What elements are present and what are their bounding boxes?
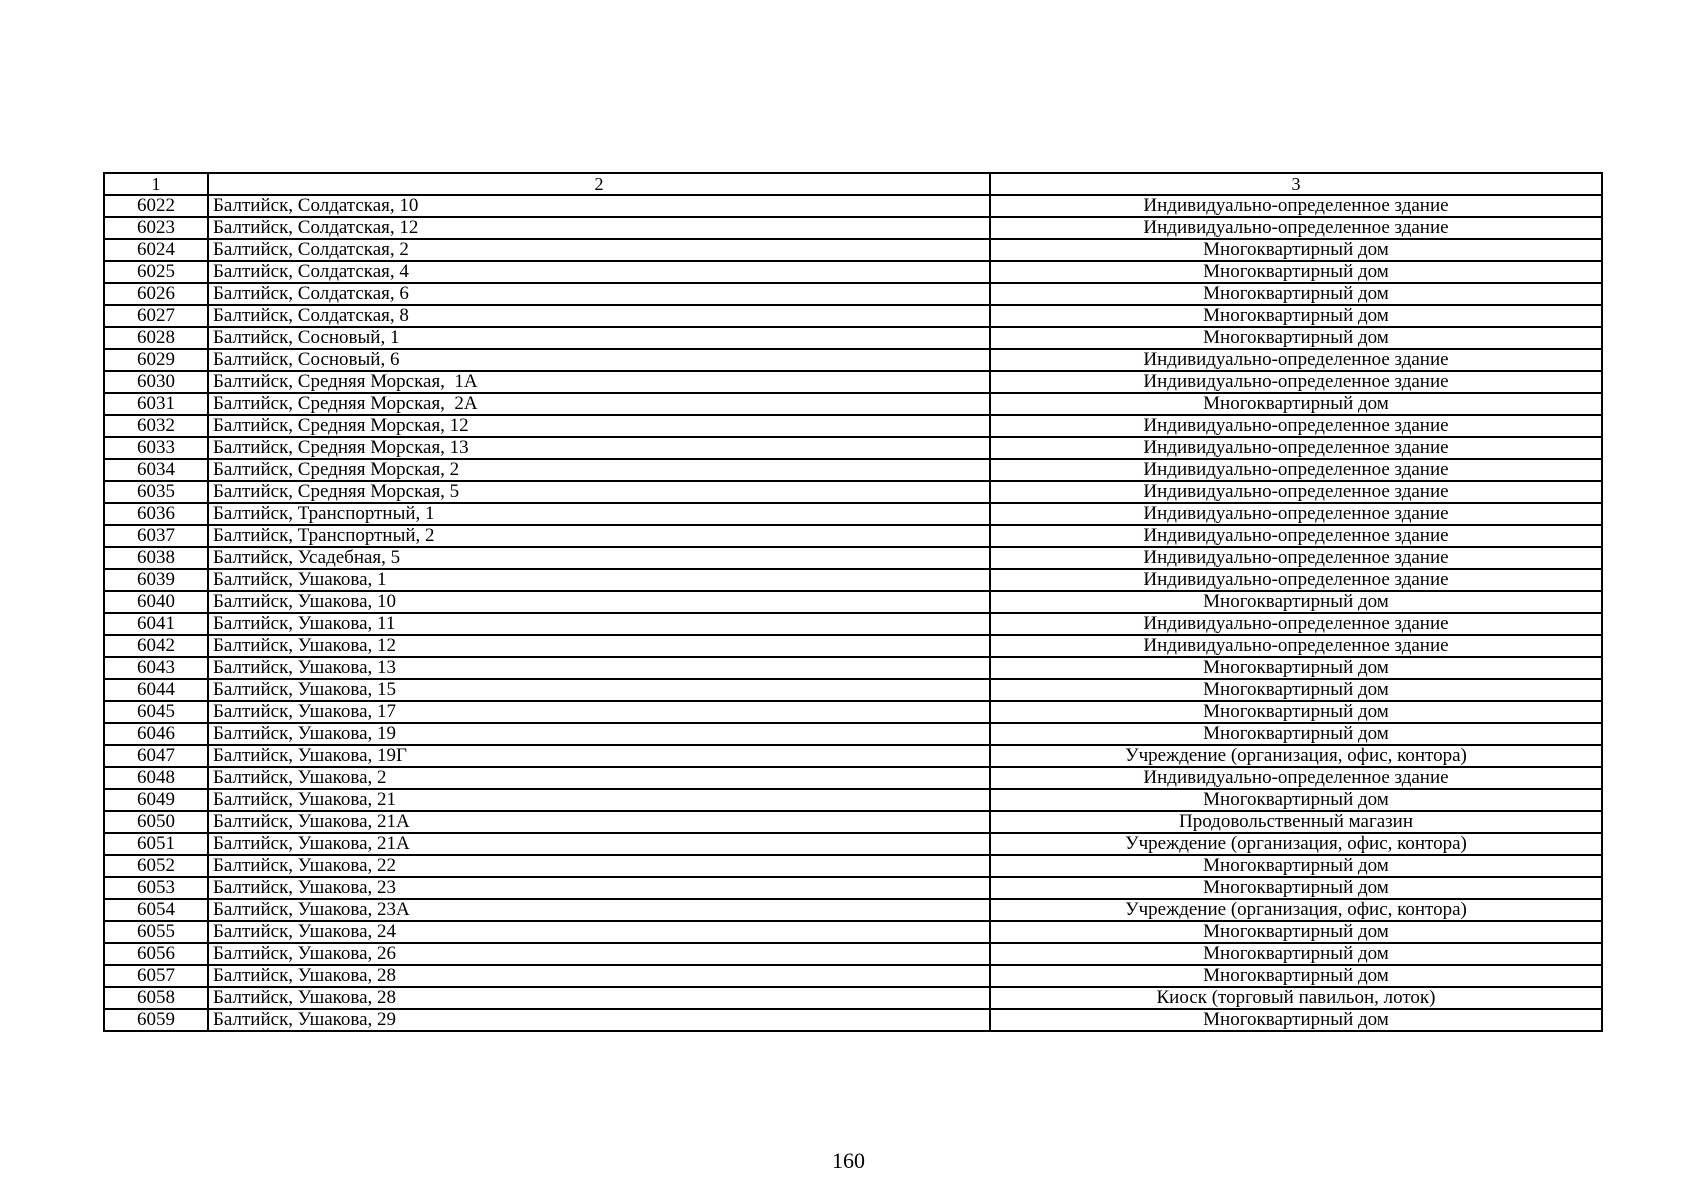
address-cell: Балтийск, Солдатская, 10 bbox=[208, 195, 990, 217]
row-number-cell: 6048 bbox=[104, 767, 208, 789]
address-cell: Балтийск, Ушакова, 17 bbox=[208, 701, 990, 723]
row-number-cell: 6051 bbox=[104, 833, 208, 855]
table-row bbox=[104, 635, 1602, 657]
object-type-cell: Многоквартирный дом bbox=[990, 679, 1602, 701]
object-type-cell: Многоквартирный дом bbox=[990, 877, 1602, 899]
table-row bbox=[104, 789, 1602, 811]
table-row bbox=[104, 525, 1602, 547]
object-type-cell: Многоквартирный дом bbox=[990, 701, 1602, 723]
row-number-cell: 6037 bbox=[104, 525, 208, 547]
row-number-cell: 6028 bbox=[104, 327, 208, 349]
address-cell: Балтийск, Сосновый, 1 bbox=[208, 327, 990, 349]
object-type-cell: Индивидуально-определенное здание bbox=[990, 415, 1602, 437]
object-type-cell: Многоквартирный дом bbox=[990, 591, 1602, 613]
table-row bbox=[104, 239, 1602, 261]
address-cell: Балтийск, Ушакова, 15 bbox=[208, 679, 990, 701]
object-type-cell: Учреждение (организация, офис, контора) bbox=[990, 745, 1602, 767]
address-cell: Балтийск, Средняя Морская, 5 bbox=[208, 481, 990, 503]
address-cell: Балтийск, Ушакова, 26 bbox=[208, 943, 990, 965]
row-number-cell: 6047 bbox=[104, 745, 208, 767]
object-type-cell: Индивидуально-определенное здание bbox=[990, 195, 1602, 217]
registry-table bbox=[103, 172, 1603, 1032]
object-type-cell: Многоквартирный дом bbox=[990, 921, 1602, 943]
object-type-cell: Индивидуально-определенное здание bbox=[990, 767, 1602, 789]
table-row bbox=[104, 723, 1602, 745]
row-number-cell: 6057 bbox=[104, 965, 208, 987]
table-row bbox=[104, 745, 1602, 767]
address-cell: Балтийск, Ушакова, 19 bbox=[208, 723, 990, 745]
address-cell: Балтийск, Средняя Морская, 12 bbox=[208, 415, 990, 437]
object-type-cell: Индивидуально-определенное здание bbox=[990, 547, 1602, 569]
row-number-cell: 6058 bbox=[104, 987, 208, 1009]
row-number-cell: 6029 bbox=[104, 349, 208, 371]
object-type-cell: Индивидуально-определенное здание bbox=[990, 525, 1602, 547]
row-number-cell: 6055 bbox=[104, 921, 208, 943]
object-type-cell: Многоквартирный дом bbox=[990, 305, 1602, 327]
object-type-cell: Многоквартирный дом bbox=[990, 943, 1602, 965]
row-number-cell: 6036 bbox=[104, 503, 208, 525]
table-row bbox=[104, 965, 1602, 987]
row-number-cell: 6024 bbox=[104, 239, 208, 261]
row-number-cell: 6026 bbox=[104, 283, 208, 305]
row-number-cell: 6035 bbox=[104, 481, 208, 503]
table-row bbox=[104, 877, 1602, 899]
address-cell: Балтийск, Ушакова, 28 bbox=[208, 987, 990, 1009]
address-cell: Балтийск, Средняя Морская, 13 bbox=[208, 437, 990, 459]
row-number-cell: 6025 bbox=[104, 261, 208, 283]
object-type-cell: Индивидуально-определенное здание bbox=[990, 613, 1602, 635]
table-row bbox=[104, 305, 1602, 327]
object-type-cell: Индивидуально-определенное здание bbox=[990, 503, 1602, 525]
row-number-cell: 6045 bbox=[104, 701, 208, 723]
address-cell: Балтийск, Ушакова, 10 bbox=[208, 591, 990, 613]
address-cell: Балтийск, Ушакова, 21 bbox=[208, 789, 990, 811]
table-row bbox=[104, 415, 1602, 437]
table-row bbox=[104, 327, 1602, 349]
row-number-cell: 6023 bbox=[104, 217, 208, 239]
row-number-cell: 6040 bbox=[104, 591, 208, 613]
column-header-2: 2 bbox=[208, 173, 990, 195]
table-row bbox=[104, 899, 1602, 921]
row-number-cell: 6054 bbox=[104, 899, 208, 921]
table-row bbox=[104, 195, 1602, 217]
table-row bbox=[104, 811, 1602, 833]
row-number-cell: 6033 bbox=[104, 437, 208, 459]
address-cell: Балтийск, Сосновый, 6 bbox=[208, 349, 990, 371]
address-cell: Балтийск, Ушакова, 2 bbox=[208, 767, 990, 789]
address-cell: Балтийск, Ушакова, 24 bbox=[208, 921, 990, 943]
table-row bbox=[104, 679, 1602, 701]
row-number-cell: 6053 bbox=[104, 877, 208, 899]
object-type-cell: Многоквартирный дом bbox=[990, 657, 1602, 679]
table-row bbox=[104, 701, 1602, 723]
table-row bbox=[104, 349, 1602, 371]
table-row bbox=[104, 921, 1602, 943]
row-number-cell: 6046 bbox=[104, 723, 208, 745]
table-row bbox=[104, 943, 1602, 965]
object-type-cell: Многоквартирный дом bbox=[990, 393, 1602, 415]
address-cell: Балтийск, Солдатская, 6 bbox=[208, 283, 990, 305]
address-cell: Балтийск, Транспортный, 1 bbox=[208, 503, 990, 525]
object-type-cell: Индивидуально-определенное здание bbox=[990, 349, 1602, 371]
table-row bbox=[104, 481, 1602, 503]
table-body bbox=[104, 173, 1602, 1031]
object-type-cell: Многоквартирный дом bbox=[990, 789, 1602, 811]
object-type-cell: Многоквартирный дом bbox=[990, 723, 1602, 745]
object-type-cell: Многоквартирный дом bbox=[990, 239, 1602, 261]
object-type-cell: Учреждение (организация, офис, контора) bbox=[990, 899, 1602, 921]
table-row bbox=[104, 613, 1602, 635]
address-cell: Балтийск, Солдатская, 4 bbox=[208, 261, 990, 283]
address-cell: Балтийск, Ушакова, 13 bbox=[208, 657, 990, 679]
row-number-cell: 6039 bbox=[104, 569, 208, 591]
address-cell: Балтийск, Солдатская, 8 bbox=[208, 305, 990, 327]
address-cell: Балтийск, Ушакова, 28 bbox=[208, 965, 990, 987]
object-type-cell: Киоск (торговый павильон, лоток) bbox=[990, 987, 1602, 1009]
address-cell: Балтийск, Ушакова, 12 bbox=[208, 635, 990, 657]
address-cell: Балтийск, Солдатская, 2 bbox=[208, 239, 990, 261]
row-number-cell: 6052 bbox=[104, 855, 208, 877]
row-number-cell: 6031 bbox=[104, 393, 208, 415]
row-number-cell: 6043 bbox=[104, 657, 208, 679]
row-number-cell: 6059 bbox=[104, 1009, 208, 1031]
object-type-cell: Индивидуально-определенное здание bbox=[990, 635, 1602, 657]
object-type-cell: Индивидуально-определенное здание bbox=[990, 217, 1602, 239]
object-type-cell: Индивидуально-определенное здание bbox=[990, 569, 1602, 591]
address-cell: Балтийск, Ушакова, 1 bbox=[208, 569, 990, 591]
address-cell: Балтийск, Ушакова, 22 bbox=[208, 855, 990, 877]
address-cell: Балтийск, Ушакова, 29 bbox=[208, 1009, 990, 1031]
address-cell: Балтийск, Ушакова, 23А bbox=[208, 899, 990, 921]
table-row bbox=[104, 767, 1602, 789]
table-row bbox=[104, 437, 1602, 459]
row-number-cell: 6038 bbox=[104, 547, 208, 569]
table-row bbox=[104, 833, 1602, 855]
row-number-cell: 6027 bbox=[104, 305, 208, 327]
address-cell: Балтийск, Ушакова, 19Г bbox=[208, 745, 990, 767]
address-cell: Балтийск, Ушакова, 21А bbox=[208, 811, 990, 833]
table-row bbox=[104, 371, 1602, 393]
table-row bbox=[104, 459, 1602, 481]
address-cell: Балтийск, Усадебная, 5 bbox=[208, 547, 990, 569]
row-number-cell: 6034 bbox=[104, 459, 208, 481]
object-type-cell: Индивидуально-определенное здание bbox=[990, 371, 1602, 393]
object-type-cell: Многоквартирный дом bbox=[990, 855, 1602, 877]
column-header-1: 1 bbox=[104, 173, 208, 195]
object-type-cell: Продовольственный магазин bbox=[990, 811, 1602, 833]
table-row bbox=[104, 855, 1602, 877]
table-row bbox=[104, 569, 1602, 591]
object-type-cell: Индивидуально-определенное здание bbox=[990, 459, 1602, 481]
row-number-cell: 6049 bbox=[104, 789, 208, 811]
address-cell: Балтийск, Транспортный, 2 bbox=[208, 525, 990, 547]
object-type-cell: Многоквартирный дом bbox=[990, 1009, 1602, 1031]
address-cell: Балтийск, Средняя Морская, 2 bbox=[208, 459, 990, 481]
object-type-cell: Многоквартирный дом bbox=[990, 327, 1602, 349]
table-row bbox=[104, 393, 1602, 415]
object-type-cell: Многоквартирный дом bbox=[990, 283, 1602, 305]
table-row bbox=[104, 657, 1602, 679]
table-header-row bbox=[104, 173, 1602, 195]
page-number: 160 bbox=[832, 1148, 865, 1173]
object-type-cell: Многоквартирный дом bbox=[990, 261, 1602, 283]
object-type-cell: Многоквартирный дом bbox=[990, 965, 1602, 987]
table-row bbox=[104, 547, 1602, 569]
row-number-cell: 6044 bbox=[104, 679, 208, 701]
row-number-cell: 6030 bbox=[104, 371, 208, 393]
column-header-3: 3 bbox=[990, 173, 1602, 195]
object-type-cell: Учреждение (организация, офис, контора) bbox=[990, 833, 1602, 855]
object-type-cell: Индивидуально-определенное здание bbox=[990, 437, 1602, 459]
table-row bbox=[104, 503, 1602, 525]
row-number-cell: 6022 bbox=[104, 195, 208, 217]
address-cell: Балтийск, Ушакова, 23 bbox=[208, 877, 990, 899]
address-cell: Балтийск, Ушакова, 21А bbox=[208, 833, 990, 855]
address-cell: Балтийск, Средняя Морская, 1А bbox=[208, 371, 990, 393]
row-number-cell: 6056 bbox=[104, 943, 208, 965]
table-row bbox=[104, 217, 1602, 239]
table-row bbox=[104, 261, 1602, 283]
row-number-cell: 6042 bbox=[104, 635, 208, 657]
address-cell: Балтийск, Ушакова, 11 bbox=[208, 613, 990, 635]
table-row bbox=[104, 283, 1602, 305]
address-cell: Балтийск, Солдатская, 12 bbox=[208, 217, 990, 239]
address-cell: Балтийск, Средняя Морская, 2А bbox=[208, 393, 990, 415]
row-number-cell: 6032 bbox=[104, 415, 208, 437]
table-row bbox=[104, 1009, 1602, 1031]
object-type-cell: Индивидуально-определенное здание bbox=[990, 481, 1602, 503]
row-number-cell: 6041 bbox=[104, 613, 208, 635]
table-row bbox=[104, 987, 1602, 1009]
table-row bbox=[104, 591, 1602, 613]
row-number-cell: 6050 bbox=[104, 811, 208, 833]
